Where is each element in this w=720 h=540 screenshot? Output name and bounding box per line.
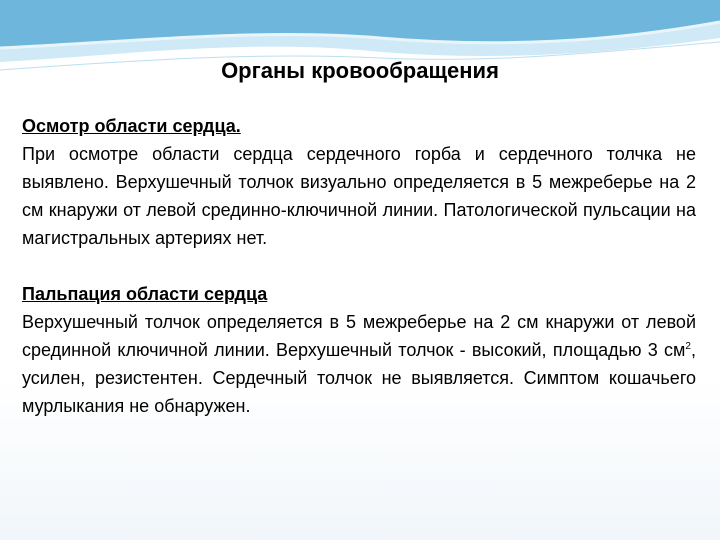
slide-content bbox=[22, 112, 696, 420]
section-text-inspection: При осмотре области сердца сердечного горба и сердечного толчка не выявлено. Верхушечный толчок визуально определяется в 5 межреберье на 2 см кнаружи от левой срединно-ключичной линии. Патологической пульсации на магистральных артериях нет. bbox=[22, 144, 696, 248]
palpation-text-part2: , усилен, резистентен. Сердечный толчок не выявляется. Симптом кошачьего мурлыкания не обнаружен. bbox=[22, 340, 696, 416]
section-spacer bbox=[22, 252, 696, 280]
palpation-text-part1: Верхушечный толчок определяется в 5 межреберье на 2 см кнаружи от левой срединной ключичной линии. Верхушечный толчок - высокий, площадью 3 см bbox=[22, 312, 696, 360]
section-heading-palpation: Пальпация области сердца bbox=[22, 284, 268, 304]
slide-title: Органы кровообращения bbox=[221, 58, 499, 83]
section-heading-inspection: Осмотр области сердца. bbox=[22, 116, 241, 136]
area-unit-superscript: 2 bbox=[685, 341, 691, 352]
section-text-palpation bbox=[22, 308, 696, 420]
